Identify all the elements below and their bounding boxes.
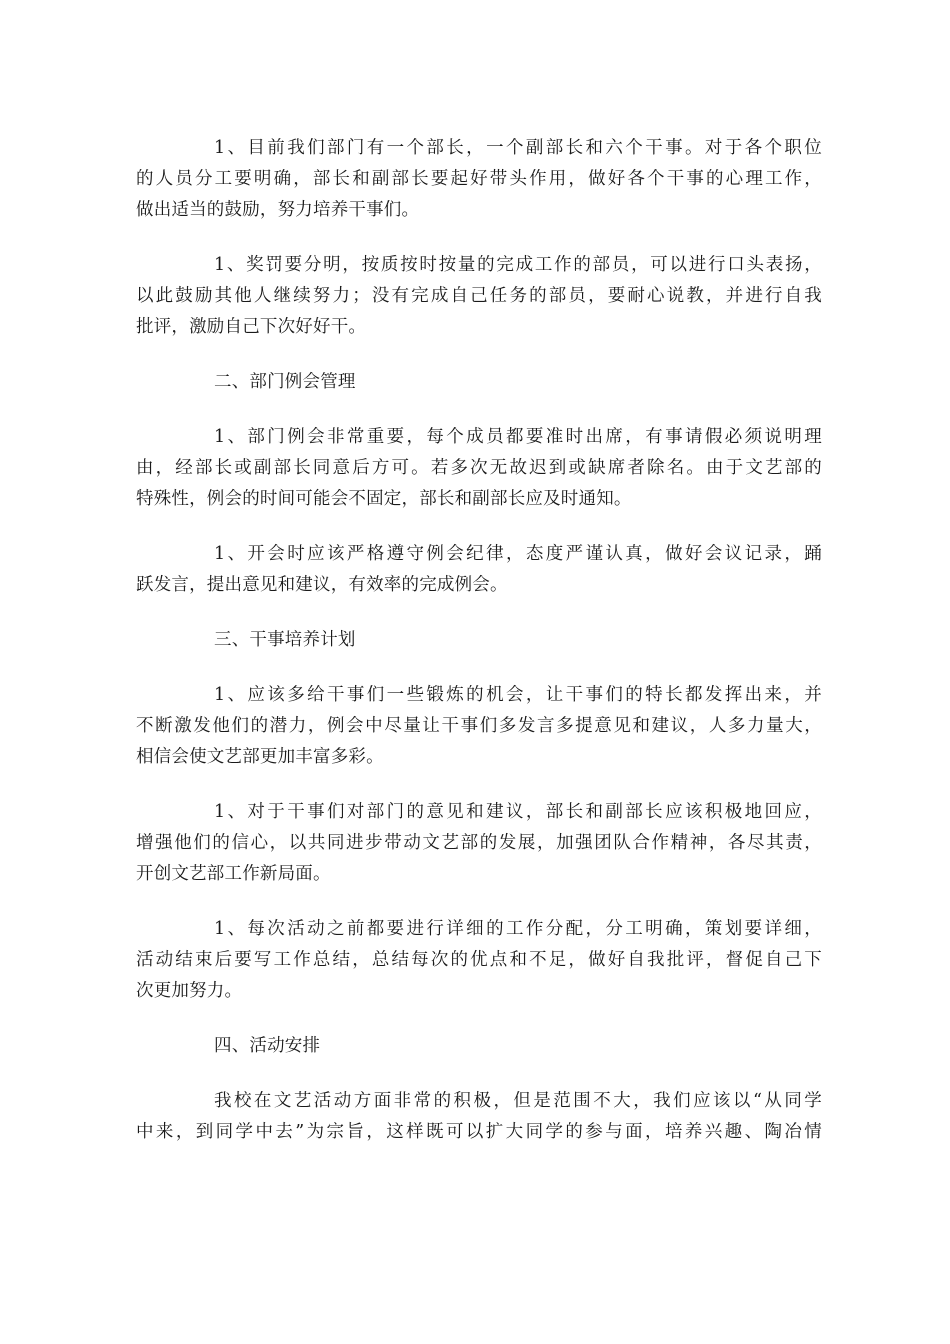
document-body: [136, 133, 822, 1148]
paragraph-7: [136, 914, 822, 1007]
paragraph-line: 开创文艺部工作新局面。: [136, 864, 331, 884]
paragraph-line: 1、应该多给干事们一些锻炼的机会，让干事们的特长都发挥出来，并: [214, 685, 822, 705]
paragraph-6: [136, 797, 822, 890]
paragraph-4: [136, 539, 822, 601]
paragraph-line: 做出适当的鼓励，努力培养干事们。: [136, 200, 420, 220]
paragraph-line: 以此鼓励其他人继续努力；没有完成自己任务的部员，要耐心说教，并进行自我: [136, 286, 822, 306]
paragraph-line: 批评，激励自己下次好好干。: [136, 317, 367, 337]
paragraph-line: 1、每次活动之前都要进行详细的工作分配，分工明确，策划要详细，: [214, 919, 822, 939]
paragraph-line: 由，经部长或副部长同意后方可。若多次无故迟到或缺席者除名。由于文艺部的: [136, 458, 822, 478]
paragraph-line: 相信会使文艺部更加丰富多彩。: [136, 747, 384, 767]
section-heading-2: 二、部门例会管理: [214, 372, 356, 392]
paragraph-line: 1、开会时应该严格遵守例会纪律，态度严谨认真，做好会议记录，踊: [214, 544, 822, 564]
section-heading-4: 四、活动安排: [214, 1036, 321, 1056]
paragraph-line: 不断激发他们的潜力，例会中尽量让干事们多发言多提意见和建议，人多力量大，: [136, 716, 822, 736]
paragraph-line: 次更加努力。: [136, 981, 243, 1001]
paragraph-line: 1、对于干事们对部门的意见和建议，部长和副部长应该积极地回应，: [214, 802, 822, 822]
paragraph-line: 活动结束后要写工作总结，总结每次的优点和不足，做好自我批评，督促自己下: [136, 950, 822, 970]
paragraph-1: [136, 133, 822, 226]
paragraph-line: 1、目前我们部门有一个部长，一个副部长和六个干事。对于各个职位: [214, 138, 822, 158]
paragraph-line: 特殊性，例会的时间可能会不固定，部长和副部长应及时通知。: [136, 489, 632, 509]
section-heading-3: 三、干事培养计划: [214, 630, 356, 650]
paragraph-2: [136, 250, 822, 343]
paragraph-line: 1、部门例会非常重要，每个成员都要准时出席，有事请假必须说明理: [214, 427, 822, 447]
paragraph-3: [136, 422, 822, 515]
paragraph-line: 增强他们的信心，以共同进步带动文艺部的发展，加强团队合作精神，各尽其责，: [136, 833, 822, 853]
paragraph-line: 中来，到同学中去”为宗旨，这样既可以扩大同学的参与面，培养兴趣、陶冶情: [136, 1122, 822, 1142]
paragraph-line: 我校在文艺活动方面非常的积极，但是范围不大，我们应该以“从同学: [214, 1091, 822, 1111]
paragraph-5: [136, 680, 822, 773]
paragraph-line: 的人员分工要明确，部长和副部长要起好带头作用，做好各个干事的心理工作，: [136, 169, 822, 189]
paragraph-8: [136, 1086, 822, 1148]
paragraph-line: 1、奖罚要分明，按质按时按量的完成工作的部员，可以进行口头表扬，: [214, 255, 822, 275]
paragraph-line: 跃发言，提出意见和建议，有效率的完成例会。: [136, 575, 508, 595]
